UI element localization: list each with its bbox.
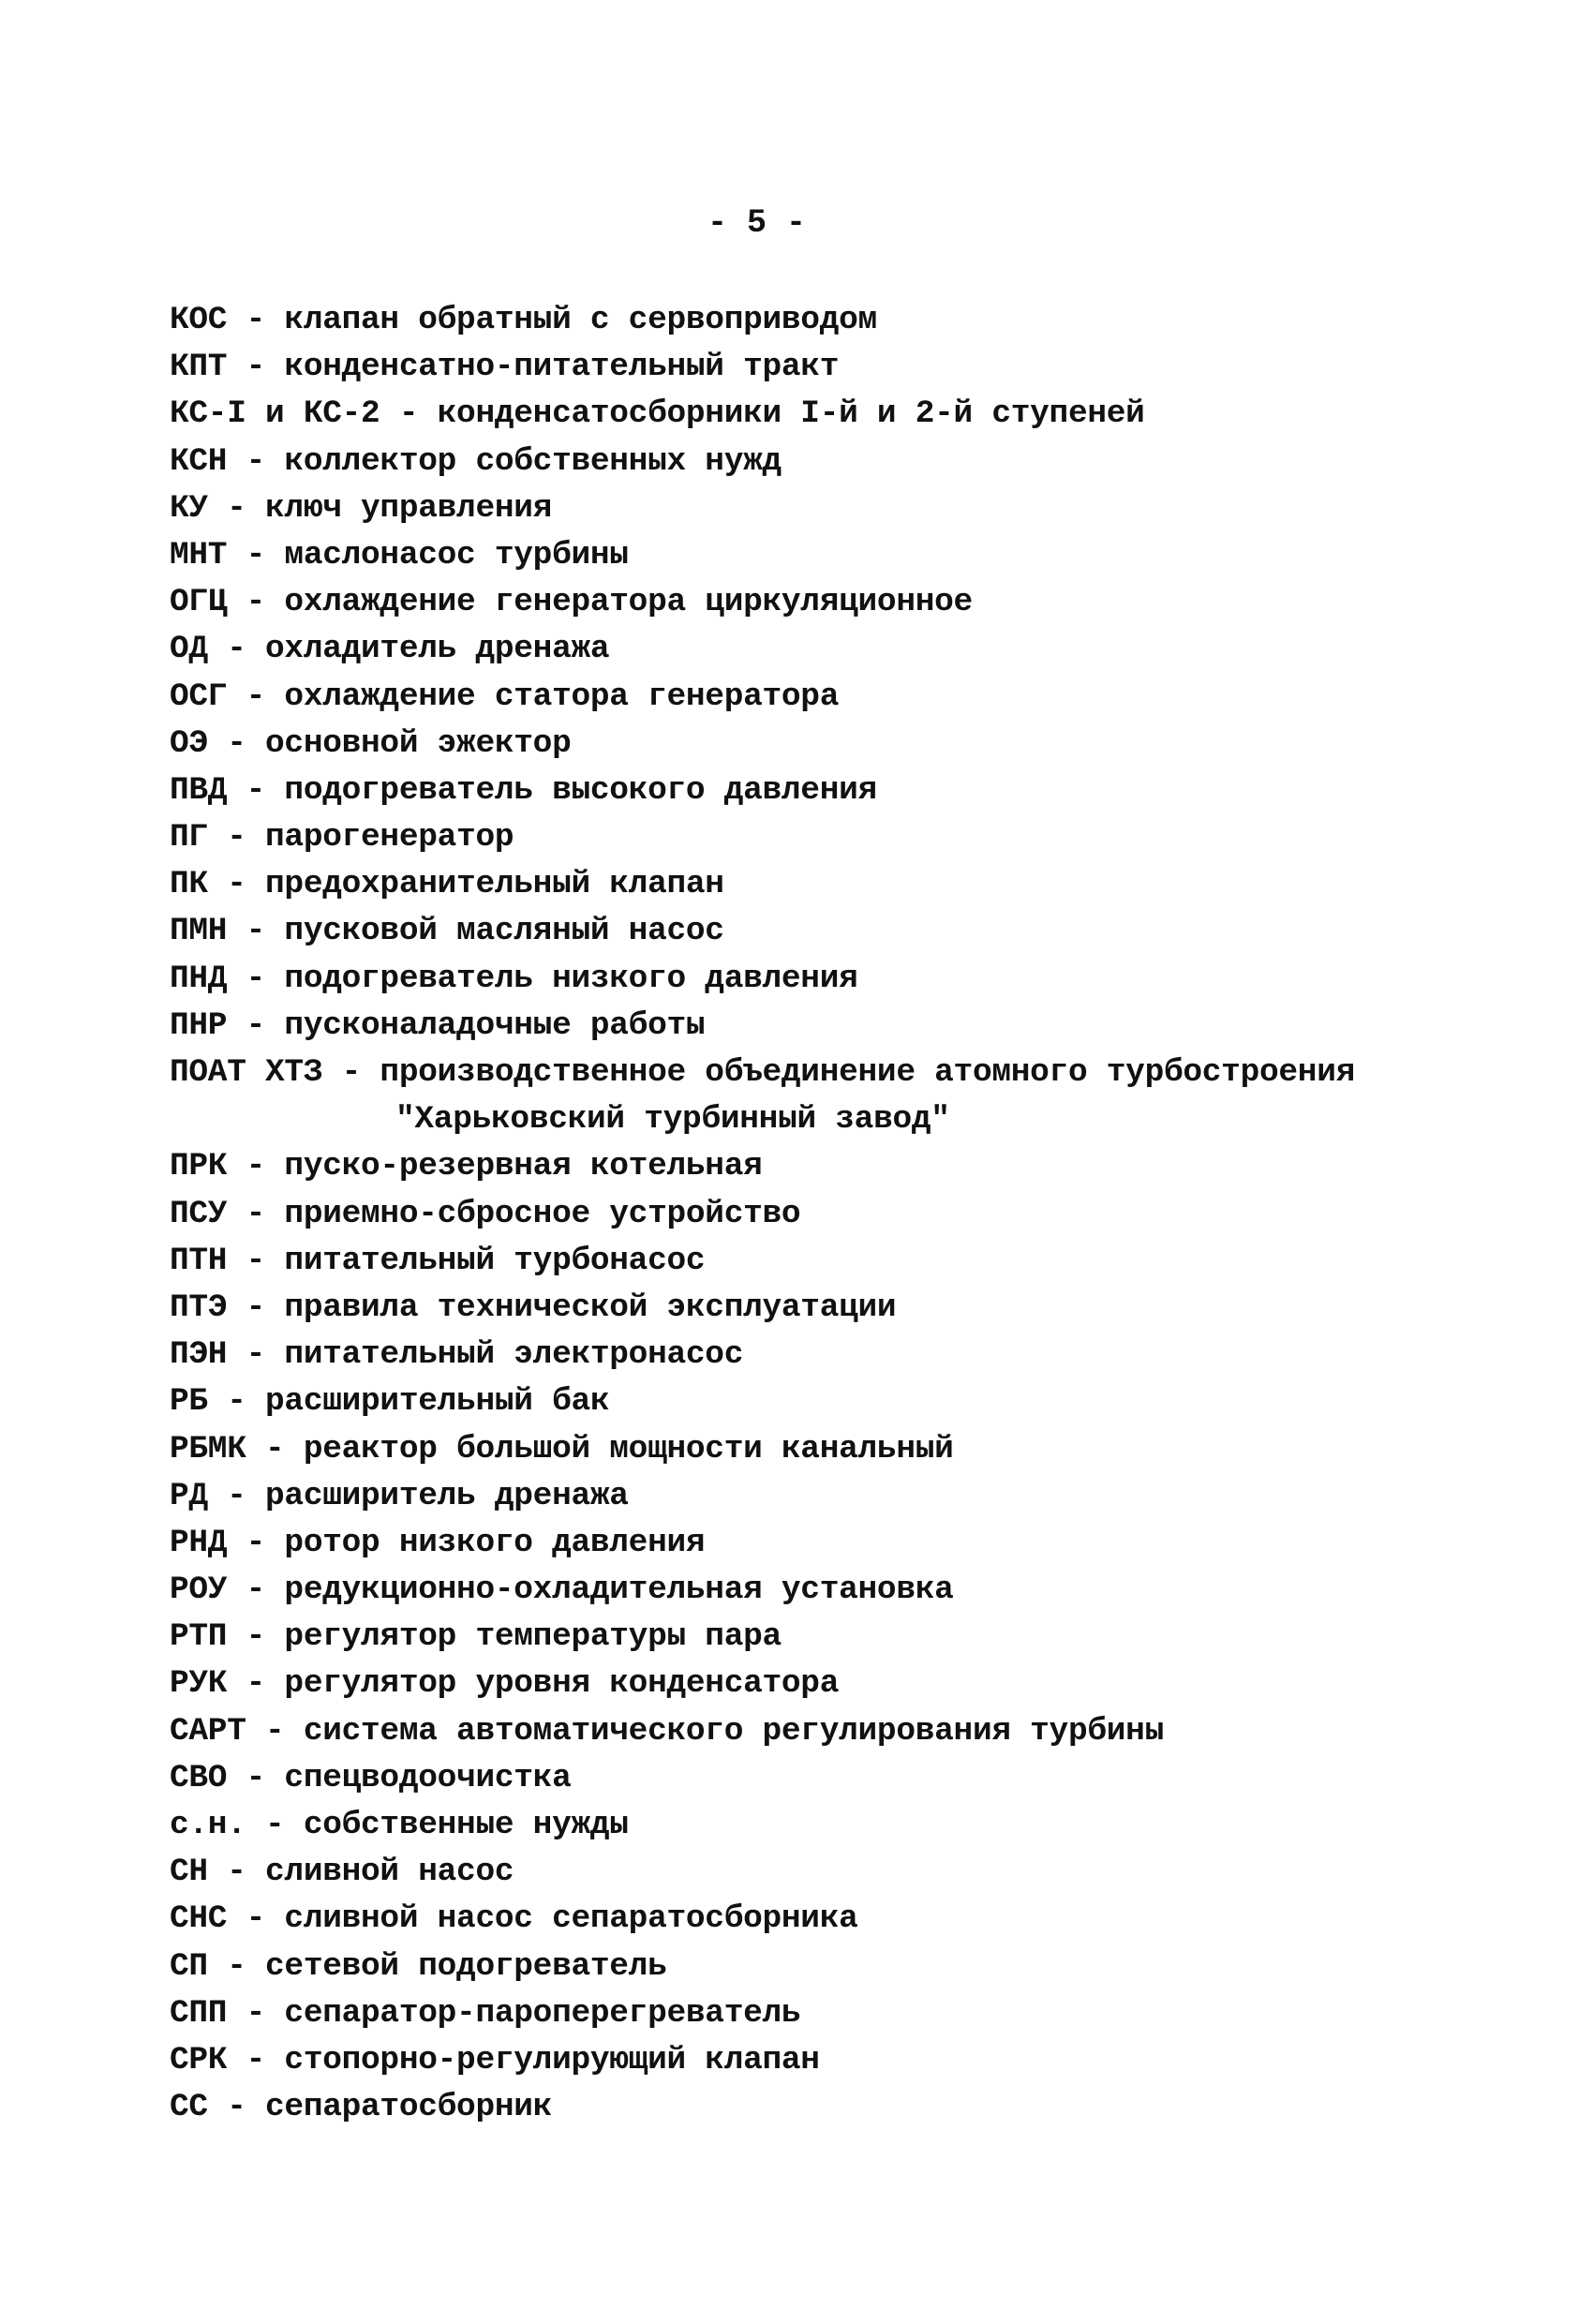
abbreviation-entry: РУК - регулятор уровня конденсатора: [170, 1665, 840, 1703]
abbreviation-entry: КОС - клапан обратный с сервоприводом: [170, 302, 877, 338]
abbreviation-entry: КУ - ключ управления: [170, 489, 553, 527]
abbreviation-entry: РБ - расширительный бак: [170, 1383, 610, 1421]
abbreviation-entry: ПНР - пусконаладочные работы: [170, 1006, 706, 1044]
abbreviation-entry: СРК - стопорно-регулирующий клапан: [170, 2041, 820, 2078]
abbreviation-entry: ОСГ - охлаждение статора генератора: [170, 678, 840, 715]
abbreviation-entry: САРТ - система автоматического регулирования турбины: [170, 1712, 1164, 1750]
abbreviation-entry: ПК - предохранительный клапан: [170, 866, 724, 903]
abbreviation-entry: ПТН - питательный турбонасос: [170, 1242, 706, 1279]
abbreviation-entry: ПМН - пусковой масляный насос: [170, 913, 724, 950]
abbreviation-entry: РД - расширитель дренажа: [170, 1477, 629, 1514]
abbreviation-entry: ПТЭ - правила технической эксплуатации: [170, 1289, 897, 1326]
abbreviation-entry: РБМК - реактор большой мощности канальный: [170, 1430, 954, 1467]
abbreviation-entry: РОУ - редукционно-охладительная установка: [170, 1572, 954, 1609]
abbreviation-entry: РНД - ротор низкого давления: [170, 1524, 706, 1561]
abbreviation-entry: РТП - регулятор температуры пара: [170, 1618, 782, 1656]
abbreviation-entry-continuation: "Харьковский турбинный завод": [395, 1101, 950, 1139]
page-number: - 5 -: [707, 204, 807, 242]
abbreviation-entry: ОГЦ - охлаждение генератора циркуляционное: [170, 584, 973, 621]
abbreviation-entry: КПТ - конденсатно-питательный тракт: [170, 349, 840, 386]
abbreviation-entry: с.н. - собственные нужды: [170, 1807, 629, 1843]
abbreviation-entry: ПРК - пуско-резервная котельная: [170, 1148, 763, 1185]
abbreviation-entry: КС-I и КС-2 - конденсатосборники I-й и 2-й ступеней: [170, 395, 1145, 433]
abbreviation-entry: ПСУ - приемно-сбросное устройство: [170, 1195, 801, 1232]
abbreviation-entry: СВО - спецводоочистка: [170, 1759, 572, 1796]
abbreviation-entry: КСН - коллектор собственных нужд: [170, 442, 782, 480]
abbreviation-entry: ОД - охладитель дренажа: [170, 631, 610, 668]
abbreviation-entry: ПОАТ ХТЗ - производственное объединение атомного турбостроения: [170, 1054, 1356, 1091]
abbreviation-entry: СН - сливной насос: [170, 1854, 514, 1891]
abbreviation-entry: ПГ - парогенератор: [170, 819, 514, 857]
abbreviation-entry: МНТ - маслонасос турбины: [170, 536, 629, 574]
abbreviation-entry: СС - сепаратосборник: [170, 2089, 553, 2126]
abbreviation-entry: СП - сетевой подогреватель: [170, 1947, 667, 1985]
abbreviation-entry: ПВД - подогреватель высокого давления: [170, 771, 877, 809]
abbreviation-entry: СНС - сливной насос сепаратосборника: [170, 1900, 858, 1938]
abbreviation-entry: ПНД - подогреватель низкого давления: [170, 960, 858, 997]
abbreviation-list: [170, 297, 1355, 2131]
abbreviation-entry: ОЭ - основной эжектор: [170, 724, 572, 762]
abbreviation-entry: ПЭН - питательный электронасос: [170, 1336, 744, 1374]
abbreviation-entry: СПП - сепаратор-пароперегреватель: [170, 1994, 801, 2032]
